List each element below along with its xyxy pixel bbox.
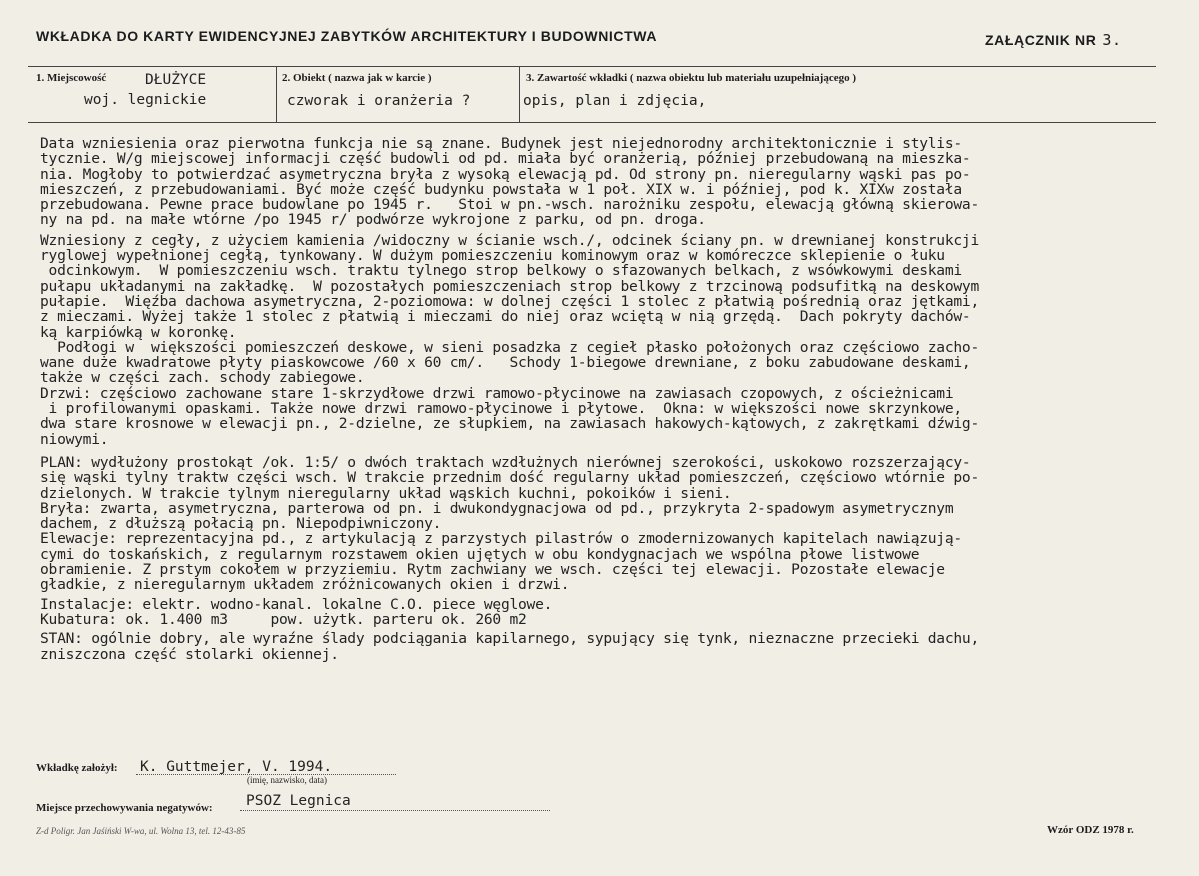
locality-label: 1. Miejscowość: [36, 72, 107, 84]
header-title: WKŁADKA DO KARTY EWIDENCYJNEJ ZABYTKÓW ARCHITEKTURY I BUDOWNICTWA: [36, 28, 658, 44]
body-line: ny na pd. na małe wtórne /po 1945 r/ podwórze wykrojone z parku, od pn. droga.: [40, 211, 706, 229]
body-line: zniszczona część stolarki okiennej.: [40, 645, 339, 663]
annex-label-text: ZAŁĄCZNIK NR: [985, 32, 1097, 48]
body-line: pułapu układanymi na zakładkę. W pozostałych pomieszczeniach strop belkowy z trzcinową podsufitką na deskowym: [40, 277, 979, 295]
annex-label: [985, 31, 1122, 49]
form-code: Wzór ODZ 1978 r.: [1047, 824, 1134, 836]
top-rule: [28, 66, 1156, 67]
body-line: Data wzniesienia oraz pierwotna funkcja nie są znane. Budynek jest niejednorodny architektonicznie i stylis-: [40, 135, 962, 152]
body-line: STAN: ogólnie dobry, ale wyraźne ślady podciągania kapilarnego, sypujący się tynk, nieznaczne przecieki dachu,: [40, 630, 979, 648]
annex-number: 3.: [1102, 31, 1122, 49]
body-line: i profilowanymi opaskami. Także nowe drzwi ramowo-płycinowe i płytowe. Okna: w większości nowe skrzynkowe,: [40, 400, 962, 418]
printer-imprint: Z-d Poligr. Jan Jaśiński W-wa, ul. Wolna 13, tel. 12-43-85: [36, 826, 246, 836]
body-line: obramienie. Z prstym cokołem w przyziemiu. Rytm zachwiany we wsch. części tej elewacji. Pozostałe elewacje: [40, 561, 945, 579]
field-divider-1: [276, 66, 277, 122]
fields-bottom-rule: [28, 122, 1156, 123]
body-line: Podłogi w większości pomieszczeń deskowe, w sieni posadzka z cegieł płasko położonych oraz częściowo zacho-: [40, 338, 979, 356]
storage-label: Miejsce przechowywania negatywów:: [36, 802, 213, 814]
content-label: 3. Zawartość wkładki ( nazwa obiektu lub materiału uzupełniającego ): [526, 72, 857, 84]
body-line: PLAN: wydłużony prostokąt /ok. 1:5/ o dwóch traktach wzdłużnych nierównej szerokości, uskokowo rozszerzający-: [40, 453, 971, 471]
body-line: Instalacje: elektr. wodno-kanal. lokalne C.O. piece węglowe.: [40, 595, 553, 613]
body-line: Wzniesiony z cegły, z użyciem kamienia /widoczny w ścianie wsch./, odcinek ściany pn. w drewnianej konstrukcji: [40, 231, 979, 249]
body-line: się wąski tylny traktw części wsch. W trakcie przednim dość regularny układ pomieszczeń, częściowo wtórnie po-: [40, 469, 979, 487]
storage-dotted-line: [240, 810, 550, 811]
body-line: przebudowana. Pewne prace budowlane po 1945 r. Stoi w pn.-wsch. narożniku zespołu, elewacją główną skierowa-: [40, 196, 979, 214]
content-value: opis, plan i zdjęcia,: [523, 93, 707, 109]
body-line: Drzwi: częściowo zachowane stare 1-skrzydłowe drzwi ramowo-płycinowe na zawiasach czopowych, z ościeżnicami: [40, 384, 954, 402]
description-body: [40, 136, 1175, 662]
body-line: także w części zach. schody zabiegowe.: [40, 369, 365, 387]
body-line: dwa stare krosnowe w elewacji pn., 2-dzielne, ze słupkiem, na zawiasach hakowych-kątowych, z zakrętkami dźwig-: [40, 415, 979, 433]
body-line: Bryła: zwarta, asymetryczna, parterowa od pn. i dwukondygnacjowa od pd., przykryta 2-spadowym asymetrycznym: [40, 499, 954, 517]
body-line: Kubatura: ok. 1.400 m3 pow. użytk. parteru ok. 260 m2: [40, 610, 527, 628]
body-line: wane duże kwadratowe płyty piaskowcowe /60 x 60 cm/. Schody 1-biegowe drewniane, z boku zabudowane deskami,: [40, 354, 971, 372]
body-line: Elewacje: reprezentacyjna pd., z artykulacją z parzystych pilastrów o zmodernizowanych kapitelach nawiązują-: [40, 530, 962, 548]
object-label: 2. Obiekt ( nazwa jak w karcie ): [282, 72, 432, 84]
author-label: Wkładkę założył:: [36, 762, 118, 774]
body-line: z mieczami. Wyżej także 1 stolec z płatwią i mieczami do niej oraz wciętą w nią grzędą. Dach pokryty dachów-: [40, 308, 971, 326]
body-line: gładkie, z nieregularnym układem zróżnicowanych okien i drzwi.: [40, 576, 570, 594]
field-divider-2: [519, 66, 520, 122]
body-line: odcinkowym. W pomieszczeniu wsch. traktu tylnego strop belkowy o sfazowanych belkach, z wsówkowymi deskami: [40, 262, 962, 280]
voivodeship-value: woj. legnickie: [84, 92, 207, 108]
storage-value: PSOZ Legnica: [246, 793, 351, 809]
body-line: mieszczeń, z przebudowaniami. Być może część budynku powstała w 1 poł. XIX w. i później, pod k. XIXw została: [40, 180, 962, 198]
body-line: tycznie. W/g miejscowej informacji część budowli od pd. miała być oranżerią, później przebudowaną na mieszka-: [40, 150, 971, 168]
body-line: cymi do toskańskich, z regularnym rozstawem okien ujętych w obu kondygnacjach we wspólna płowe listwowe: [40, 545, 920, 563]
author-hint: (imię, nazwisko, data): [247, 775, 327, 785]
body-line: dachem, z dłuższą połacią pn. Niepodpiwniczony.: [40, 515, 442, 533]
locality-value: DŁUŻYCE: [145, 72, 207, 88]
object-value: czworak i oranżeria ?: [287, 93, 471, 109]
body-line: nia. Mogłoby to potwierdzać asymetryczna bryła z wysoką elewacją pd. Od strony pn. nieregularny wąski pas po-: [40, 165, 971, 183]
body-line: niowymi.: [40, 430, 109, 448]
body-line: pułapie. Więźba dachowa asymetryczna, 2-poziomowa: w dolnej części 1 stolec z płatwią pośrednią oraz jętkami,: [40, 292, 979, 310]
body-line: ryglowej wypełnionej cegłą, tynkowany. W dużym pomieszczeniu kominowym oraz w komóreczce sklepienie o łuku: [40, 247, 945, 265]
body-line: dzielonych. W trakcie tylnym nieregularny układ wąskich kuchni, pokoików i sieni.: [40, 484, 732, 502]
body-line: ką karpiówką w koronkę.: [40, 323, 237, 341]
author-value: K. Guttmejer, V. 1994.: [140, 759, 333, 775]
